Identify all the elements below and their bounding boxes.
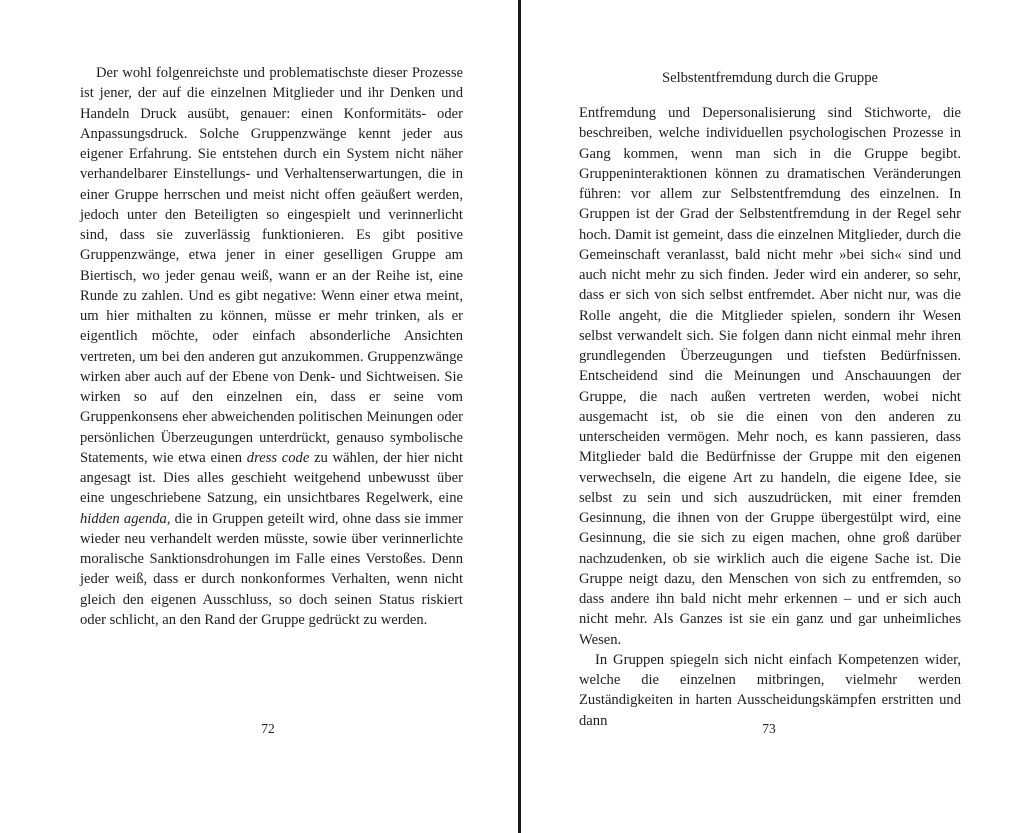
text-segment: In Gruppen spiegeln sich nicht einfach Kompetenzen wider, welche die einzelnen mitbringen, vielmehr werden Zuständigkeiten in harten Ausscheidungskämpfen erstritten und dann (579, 651, 961, 729)
left-page-body (80, 63, 463, 630)
italic-term-dress-code: dress code (246, 449, 310, 466)
italic-term-hidden-agenda: hidden agenda (80, 510, 167, 527)
text-segment: , die in Gruppen geteilt wird, ohne dass sie immer wieder neu verhandelt werden müsste, sowie über verinnerlichte moralische Sanktionsdrohungen im Falle eines Verstoßes. Denn jeder weiß, dass er durch nonkonformes Verhalten, wenn nicht gleich den eigenen Ausschluss, so doch seinen Status riskiert oder schlicht, an den Rand der Gruppe gedrückt zu werden. (80, 510, 463, 628)
paragraph (579, 103, 961, 650)
paragraph (80, 63, 463, 630)
running-head: Selbstentfremdung durch die Gruppe (661, 70, 878, 86)
page-number-left: 72 (261, 721, 275, 736)
text-segment: Der wohl folgenreichste und problematischste dieser Prozesse ist jener, der auf die einzelnen Mitglieder und ihr Denken und Handeln Druck ausübt, genauer: einen Konformitäts- oder Anpassungsdruck. Solche Gruppenzwänge kennt jeder aus eigener Erfahrung. Sie entstehen durch ein System nicht näher verhandelbarer Einstellungs- und Verhaltenserwartungen, die in einer Gruppe herrschen und meist nicht offen geäußert werden, jedoch unter den Beteiligten so eingespielt und verinnerlicht sind, dass sie zuverlässig funktionieren. Es gibt positive Gruppenzwänge, etwa jener in einer geselligen Gruppe am Biertisch, wo jeder genau weiß, wann er an der Reihe ist, eine Runde zu zahlen. Und es gibt negative: Wenn einer etwa meint, um hier mithalten zu können, müsse er mehr trinken, als er eigentlich möchte, oder einfach absonderliche Ansichten vertreten, um bei den anderen gut anzukommen. Gruppenzwänge wirken aber auch auf der Ebene von Denk- und Sichtweisen. Sie wirken so auf den einzelnen ein, dass er seine vom Gruppenkonsens eher abweichenden politischen Meinungen oder persönlichen Überzeugungen unterdrückt, genauso symbolische Statements, wie etwa einen (80, 65, 463, 466)
page-number-right: 73 (762, 721, 776, 736)
paragraph (579, 650, 961, 731)
text-segment: zu wählen, der hier nicht angesagt ist. Dies alles geschieht weitgehend unbewusst über eine ungeschriebene Satzung, ein unsichtbares Regelwerk, eine (80, 449, 464, 507)
text-segment: Entfremdung und Depersonalisierung sind Stichworte, die beschreiben, welche individuellen psychologischen Prozesse in Gang kommen, wenn man sich in die Gruppe begibt. Gruppeninteraktionen können zu dramatischen Veränderungen führen: vor allem zur Selbstentfremdung des einzelnen. In Gruppen ist der Grad der Selbstentfremdung in der Regel sehr hoch. Damit ist gemeint, dass die einzelnen Mitglieder, durch die Gemeinschaft veranlasst, bald nicht mehr »bei sich« sind und auch nicht mehr zu sich finden. Jeder wird ein anderer, so sehr, dass er sich von sich selbst entfremdet. Aber nicht nur, was die Rolle angeht, die die Mitglieder spielen, sondern ihr Wesen selbst verwandelt sich. Sie folgen dann nicht einmal mehr ihren grundlegenden Überzeugungen und tiefsten Bedürfnissen. Entscheidend sind die Meinungen und Anschauungen der Gruppe, die nach außen vertreten werden, wobei nicht ausgemacht ist, ob sie die einen von den anderen zu unterscheiden vermögen. Mehr noch, es kann passieren, dass Mitglieder bald die Bedürfnisse der Gruppe mit den eigenen verwechseln, die eigene Art zu handeln, die eigene Idee, sie selbst zu sein und sich auszudrücken, mit einer fremden Gesinnung, die ihnen von der Gruppe übergestülpt wird, eine Gesinnung, die sie sich zu eigen machen, ohne groß darüber nachzudenken, ob sie wirklich auch die eigene Sache ist. Die Gruppe neigt dazu, den Menschen von sich zu entfremden, so dass andere ihn bald nicht mehr erkennen – und er sich auch nicht mehr. Als Ganzes ist sie ein ganz und gar unheimliches Wesen. (579, 105, 961, 648)
right-page (521, 0, 1035, 833)
right-page-body (579, 103, 961, 731)
